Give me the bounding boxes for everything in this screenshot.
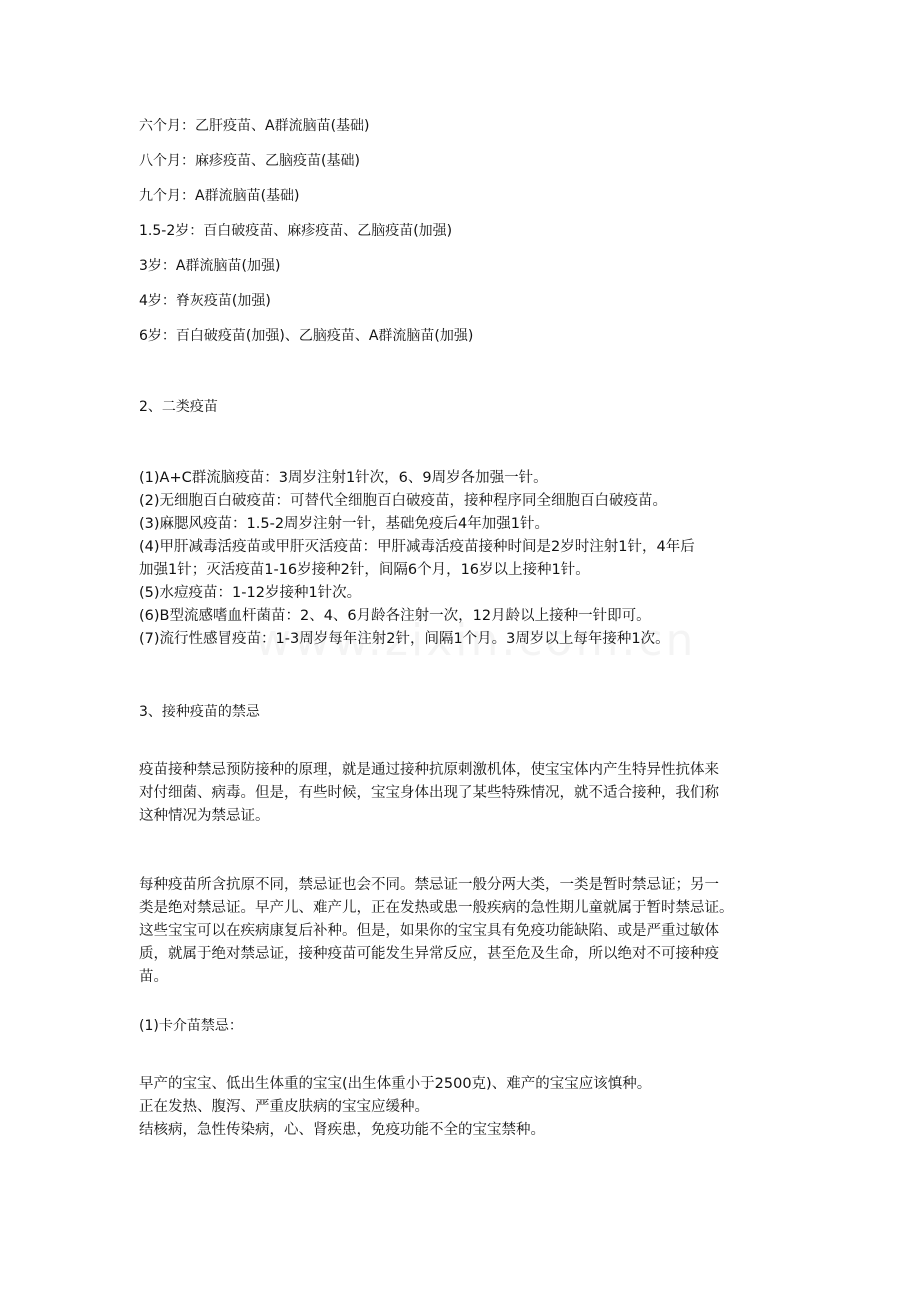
- list-item: (4)甲肝减毒活疫苗或甲肝灭活疫苗：甲肝减毒活疫苗接种时间是2岁时注射1针，4年后: [139, 539, 695, 555]
- bcg-list: [139, 1073, 789, 1142]
- paragraph-line: 对付细菌、病毒。但是，有些时候，宝宝身体出现了某些特殊情况，就不适合接种，我们称: [139, 785, 719, 801]
- schedule-line: 九个月：A群流脑苗(基础): [139, 188, 300, 204]
- list-item: (1)A+C群流脑疫苗：3周岁注射1针次，6、9周岁各加强一针。: [139, 470, 548, 486]
- list-item: (2)无细胞百白破疫苗：可替代全细胞百白破疫苗，接种程序同全细胞百白破疫苗。: [139, 493, 668, 509]
- paragraph-line: 质，就属于绝对禁忌证，接种疫苗可能发生异常反应，甚至危及生命，所以绝对不可接种疫: [139, 946, 719, 962]
- watermark: [255, 615, 696, 666]
- paragraph: [139, 759, 789, 828]
- paragraph-line: 这种情况为禁忌证。: [139, 808, 270, 824]
- list-item: 加强1针；灭活疫苗1-16岁接种2针，间隔6个月，16岁以上接种1针。: [139, 562, 590, 578]
- list-item: 结核病，急性传染病，心、肾疾患，免疫功能不全的宝宝禁种。: [139, 1122, 545, 1138]
- schedule-line: 六个月：乙肝疫苗、A群流脑苗(基础): [139, 118, 370, 134]
- subheading: (1)卡介苗禁忌：: [139, 1018, 243, 1034]
- paragraph-line: 疫苗接种禁忌预防接种的原理，就是通过接种抗原刺激机体，使宝宝体内产生特异性抗体来: [139, 762, 719, 778]
- paragraph-line: 苗。: [139, 969, 168, 985]
- list-item: (7)流行性感冒疫苗：1-3周岁每年注射2针，间隔1个月。3周岁以上每年接种1次。: [139, 631, 670, 647]
- list-item: 早产的宝宝、低出生体重的宝宝(出生体重小于2500克)、难产的宝宝应该慎种。: [139, 1076, 652, 1092]
- schedule-line: 1.5-2岁：百白破疫苗、麻疹疫苗、乙脑疫苗(加强): [139, 223, 453, 239]
- list-item: 正在发热、腹泻、严重皮肤病的宝宝应缓种。: [139, 1099, 429, 1115]
- schedule-line: 3岁：A群流脑苗(加强): [139, 258, 281, 274]
- section-heading: 2、二类疫苗: [139, 399, 218, 415]
- list-item: (6)B型流感嗜血杆菌苗：2、4、6月龄各注射一次，12月龄以上接种一针即可。: [139, 608, 651, 624]
- schedule-line: 4岁：脊灰疫苗(加强): [139, 293, 271, 309]
- section-heading: 3、接种疫苗的禁忌: [139, 704, 260, 720]
- paragraph: [139, 874, 789, 989]
- schedule-line: 6岁：百白破疫苗(加强)、乙脑疫苗、A群流脑苗(加强): [139, 328, 474, 344]
- list-item: (3)麻腮风疫苗：1.5-2周岁注射一针，基础免疫后4年加强1针。: [139, 516, 550, 532]
- list-item: (5)水痘疫苗：1-12岁接种1针次。: [139, 585, 362, 601]
- paragraph-line: 类是绝对禁忌证。早产儿、难产儿，正在发热或患一般疾病的急性期儿童就属于暂时禁忌证。: [139, 900, 734, 916]
- schedule-line: 八个月：麻疹疫苗、乙脑疫苗(基础): [139, 153, 360, 169]
- paragraph-line: 这些宝宝可以在疾病康复后补种。但是，如果你的宝宝具有免疫功能缺陷、或是严重过敏体: [139, 923, 719, 939]
- paragraph-line: 每种疫苗所含抗原不同，禁忌证也会不同。禁忌证一般分两大类，一类是暂时禁忌证；另一: [139, 877, 719, 893]
